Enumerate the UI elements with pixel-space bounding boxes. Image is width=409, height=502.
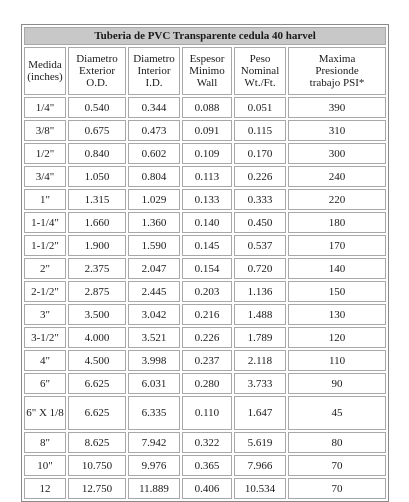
cell-od: 2.375 [68, 258, 126, 279]
cell-wall: 0.365 [182, 455, 232, 476]
cell-weight: 10.534 [234, 478, 286, 499]
cell-wall: 0.322 [182, 432, 232, 453]
cell-id: 1.590 [128, 235, 180, 256]
header-line: O.D. [86, 77, 108, 89]
cell-od: 12.750 [68, 478, 126, 499]
header-line: (inches) [27, 71, 63, 83]
cell-od: 6.625 [68, 396, 126, 430]
cell-wall: 0.203 [182, 281, 232, 302]
cell-od: 4.500 [68, 350, 126, 371]
cell-wall: 0.140 [182, 212, 232, 233]
cell-weight: 3.733 [234, 373, 286, 394]
cell-weight: 7.966 [234, 455, 286, 476]
cell-weight: 1.647 [234, 396, 286, 430]
cell-weight: 0.226 [234, 166, 286, 187]
cell-weight: 1.789 [234, 327, 286, 348]
table-row [24, 258, 386, 279]
header-diametro-exterior [68, 47, 126, 95]
header-line: Exterior [78, 65, 116, 77]
header-medida [24, 47, 66, 95]
cell-weight: 0.115 [234, 120, 286, 141]
header-line: Presionde [315, 65, 359, 77]
cell-psi: 110 [288, 350, 386, 371]
cell-wall: 0.113 [182, 166, 232, 187]
pvc-spec-table [21, 24, 389, 502]
cell-id: 1.360 [128, 212, 180, 233]
header-presion [288, 47, 386, 95]
cell-od: 1.050 [68, 166, 126, 187]
cell-psi: 390 [288, 97, 386, 118]
cell-od: 3.500 [68, 304, 126, 325]
cell-psi: 240 [288, 166, 386, 187]
cell-wall: 0.109 [182, 143, 232, 164]
header-line: Diametro [76, 53, 118, 65]
header-line: Espesor [189, 53, 225, 65]
table-row [24, 350, 386, 371]
cell-od: 2.875 [68, 281, 126, 302]
cell-id: 3.042 [128, 304, 180, 325]
cell-id: 7.942 [128, 432, 180, 453]
cell-id: 3.521 [128, 327, 180, 348]
cell-medida: 12 [24, 478, 66, 499]
cell-medida: 3/8" [24, 120, 66, 141]
cell-psi: 130 [288, 304, 386, 325]
cell-psi: 90 [288, 373, 386, 394]
table-row [24, 327, 386, 348]
cell-psi: 150 [288, 281, 386, 302]
cell-wall: 0.237 [182, 350, 232, 371]
header-espesor [182, 47, 232, 95]
cell-psi: 80 [288, 432, 386, 453]
header-line: Wt./Ft. [244, 77, 276, 89]
cell-od: 1.315 [68, 189, 126, 210]
cell-medida: 10" [24, 455, 66, 476]
cell-wall: 0.216 [182, 304, 232, 325]
cell-medida: 1/4" [24, 97, 66, 118]
table-row [24, 304, 386, 325]
cell-medida: 3/4" [24, 166, 66, 187]
table-row [24, 97, 386, 118]
cell-id: 9.976 [128, 455, 180, 476]
table-row [24, 212, 386, 233]
cell-medida: 1-1/4" [24, 212, 66, 233]
cell-psi: 140 [288, 258, 386, 279]
cell-psi: 120 [288, 327, 386, 348]
cell-psi: 70 [288, 455, 386, 476]
cell-wall: 0.088 [182, 97, 232, 118]
cell-id: 0.804 [128, 166, 180, 187]
header-peso [234, 47, 286, 95]
cell-medida: 1-1/2" [24, 235, 66, 256]
table-row [24, 120, 386, 141]
cell-psi: 180 [288, 212, 386, 233]
table-row [24, 478, 386, 499]
header-diametro-interior [128, 47, 180, 95]
table-row [24, 235, 386, 256]
cell-od: 0.540 [68, 97, 126, 118]
header-line: Peso [249, 53, 271, 65]
cell-weight: 0.051 [234, 97, 286, 118]
header-line: trabajo PSI* [309, 77, 365, 89]
cell-medida: 1/2" [24, 143, 66, 164]
header-line: I.D. [145, 77, 163, 89]
table-row [24, 166, 386, 187]
cell-psi: 70 [288, 478, 386, 499]
cell-weight: 1.488 [234, 304, 286, 325]
cell-wall: 0.280 [182, 373, 232, 394]
cell-id: 1.029 [128, 189, 180, 210]
cell-weight: 1.136 [234, 281, 286, 302]
cell-id: 0.602 [128, 143, 180, 164]
cell-medida: 2-1/2" [24, 281, 66, 302]
header-line: Interior [137, 65, 171, 77]
cell-wall: 0.110 [182, 396, 232, 430]
cell-id: 0.473 [128, 120, 180, 141]
cell-od: 10.750 [68, 455, 126, 476]
cell-id: 6.335 [128, 396, 180, 430]
cell-od: 6.625 [68, 373, 126, 394]
cell-medida: 3-1/2" [24, 327, 66, 348]
cell-wall: 0.154 [182, 258, 232, 279]
cell-id: 6.031 [128, 373, 180, 394]
cell-medida: 6" X 1/8 [24, 396, 66, 430]
cell-wall: 0.406 [182, 478, 232, 499]
cell-wall: 0.226 [182, 327, 232, 348]
header-line: Wall [196, 77, 218, 89]
header-row [24, 47, 386, 95]
cell-psi: 170 [288, 235, 386, 256]
cell-wall: 0.091 [182, 120, 232, 141]
cell-medida: 8" [24, 432, 66, 453]
cell-medida: 2" [24, 258, 66, 279]
header-line: Diametro [133, 53, 175, 65]
cell-medida: 6" [24, 373, 66, 394]
cell-medida: 1" [24, 189, 66, 210]
table-row [24, 455, 386, 476]
cell-psi: 45 [288, 396, 386, 430]
cell-wall: 0.133 [182, 189, 232, 210]
cell-psi: 220 [288, 189, 386, 210]
header-line: Minimo [189, 65, 225, 77]
cell-medida: 4" [24, 350, 66, 371]
cell-od: 1.660 [68, 212, 126, 233]
cell-wall: 0.145 [182, 235, 232, 256]
cell-od: 8.625 [68, 432, 126, 453]
cell-id: 2.047 [128, 258, 180, 279]
cell-od: 1.900 [68, 235, 126, 256]
table-title: Tuberia de PVC Transparente cedula 40 harvel [24, 27, 386, 45]
cell-weight: 2.118 [234, 350, 286, 371]
cell-od: 0.675 [68, 120, 126, 141]
cell-weight: 0.333 [234, 189, 286, 210]
cell-weight: 0.537 [234, 235, 286, 256]
header-line: Maxima [318, 53, 356, 65]
cell-id: 2.445 [128, 281, 180, 302]
header-line: Nominal [240, 65, 280, 77]
cell-psi: 310 [288, 120, 386, 141]
cell-od: 4.000 [68, 327, 126, 348]
cell-id: 3.998 [128, 350, 180, 371]
table-row [24, 432, 386, 453]
cell-weight: 5.619 [234, 432, 286, 453]
cell-od: 0.840 [68, 143, 126, 164]
table-row [24, 143, 386, 164]
cell-weight: 0.720 [234, 258, 286, 279]
title-row [24, 27, 386, 45]
table-row [24, 189, 386, 210]
cell-psi: 300 [288, 143, 386, 164]
cell-id: 11.889 [128, 478, 180, 499]
cell-weight: 0.170 [234, 143, 286, 164]
table-row [24, 396, 386, 430]
cell-id: 0.344 [128, 97, 180, 118]
table-row [24, 281, 386, 302]
table-row [24, 373, 386, 394]
cell-weight: 0.450 [234, 212, 286, 233]
cell-medida: 3" [24, 304, 66, 325]
header-line: Medida [28, 59, 62, 71]
